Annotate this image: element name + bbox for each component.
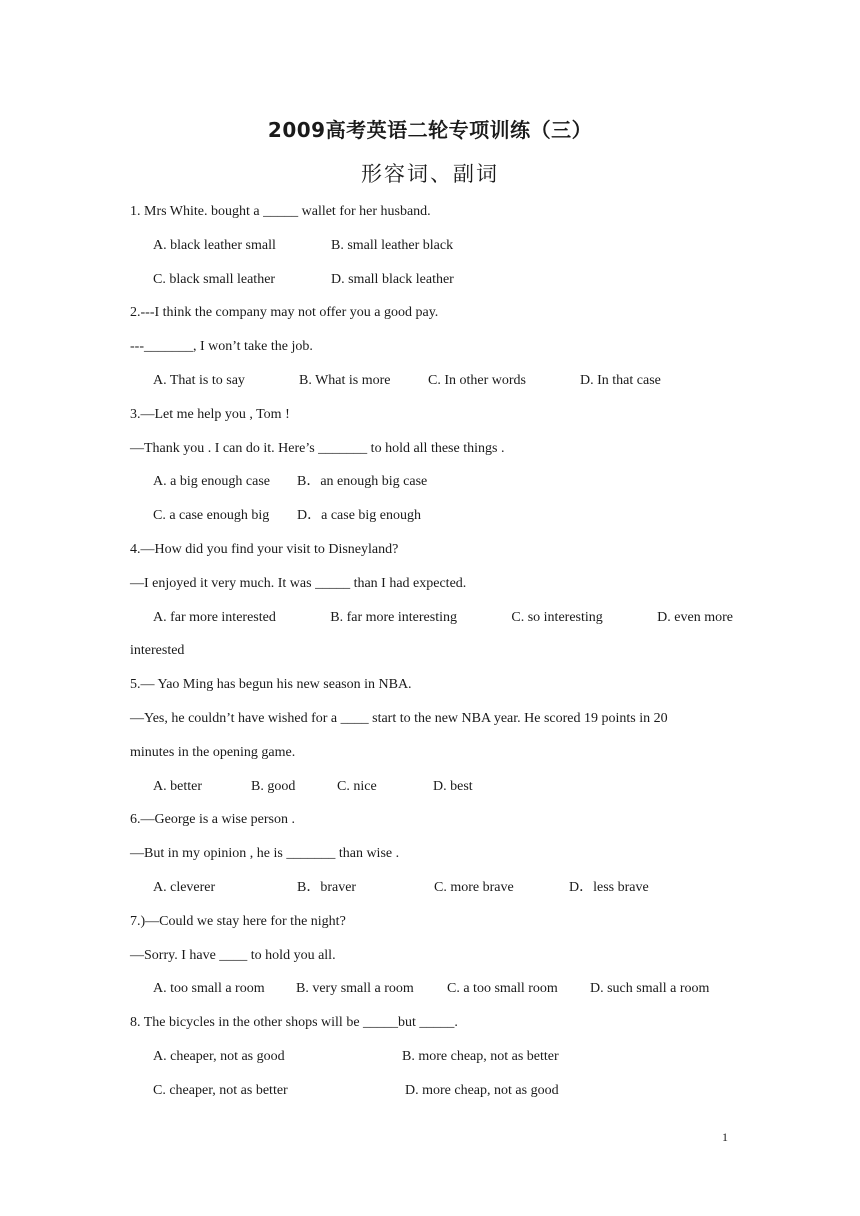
- question-4-option-d: D. even more: [657, 609, 733, 625]
- question-list: [130, 200, 733, 1113]
- question-8-option-c: C. cheaper, not as better: [153, 1082, 288, 1098]
- question-1-option-c: C. black small leather: [153, 271, 276, 287]
- page-number: 1: [722, 1130, 728, 1144]
- question-7-options-row: [130, 977, 733, 1011]
- question-6-options-row: [130, 876, 733, 910]
- question-1-option-a: A. black leather small: [153, 237, 276, 253]
- question-8-options-row-1: [130, 1045, 733, 1079]
- question-5-option-a: A. better: [153, 778, 202, 794]
- question-5-option-d: D. best: [433, 778, 473, 794]
- question-4-line-2: —I enjoyed it very much. It was _____ than I had expected.: [130, 575, 467, 591]
- question-7-option-d: D. such small a room: [590, 981, 710, 997]
- question-3-options-row-1: [130, 470, 733, 504]
- question-7-line-2: —Sorry. I have ____ to hold you all.: [130, 947, 336, 963]
- question-5-line-1: 5.— Yao Ming has begun his new season in NBA.: [130, 677, 412, 693]
- question-8-option-a: A. cheaper, not as good: [153, 1048, 285, 1064]
- question-2-option-c: C. In other words: [428, 372, 526, 388]
- question-4-option-a: A. far more interested: [153, 609, 276, 625]
- question-8-options-row-2: [130, 1079, 733, 1113]
- question-1-option-b: B. small leather black: [331, 237, 454, 253]
- question-5-line-3: minutes in the opening game.: [130, 744, 296, 760]
- question-1-option-d: D. small black leather: [331, 271, 454, 287]
- question-1-options-row-2: [130, 268, 733, 302]
- question-6-option-d: D．less brave: [569, 879, 649, 895]
- question-1-stem: 1. Mrs White. bought a _____ wallet for her husband.: [130, 204, 431, 219]
- document-subtitle: 形容词、副词: [361, 162, 499, 186]
- question-3-line-2: —Thank you . I can do it. Here’s _______ to hold all these things .: [130, 440, 505, 456]
- question-8-option-b: B. more cheap, not as better: [402, 1048, 559, 1064]
- question-3-options-row-2: [130, 504, 733, 538]
- question-3-option-c: C. a case enough big: [153, 508, 270, 524]
- question-6-option-b: B．braver: [297, 879, 357, 895]
- question-4-option-b: B. far more interesting: [330, 609, 457, 625]
- question-3-option-a: A. a big enough case: [153, 474, 271, 490]
- question-4-line-1: 4.—How did you find your visit to Disneyland?: [130, 541, 399, 557]
- question-2-option-a: A. That is to say: [153, 372, 245, 388]
- question-3-option-d: D．a case big enough: [297, 508, 422, 524]
- question-1-options-row-1: [130, 234, 733, 268]
- question-7-line-1: 7.)—Could we stay here for the night?: [130, 913, 346, 929]
- question-5-line-2: —Yes, he couldn’t have wished for a ____ start to the new NBA year. He scored 19 points in 20: [130, 710, 668, 726]
- question-8-stem: 8. The bicycles in the other shops will be _____but _____.: [130, 1015, 458, 1031]
- question-4-option-d-continued: interested: [130, 643, 185, 659]
- question-7-option-a: A. too small a room: [153, 981, 265, 997]
- question-3-line-1: 3.—Let me help you , Tom !: [130, 406, 290, 422]
- question-6-option-c: C. more brave: [434, 879, 514, 895]
- document-title: 2009高考英语二轮专项训练（三）: [267, 118, 593, 142]
- question-8-option-d: D. more cheap, not as good: [405, 1082, 559, 1098]
- question-5-option-c: C. nice: [337, 778, 377, 794]
- question-6-line-2: —But in my opinion , he is _______ than wise .: [130, 846, 400, 862]
- question-3-option-b: B．an enough big case: [297, 474, 428, 490]
- question-4-options-row: [130, 606, 733, 640]
- question-7-option-c: C. a too small room: [447, 981, 558, 997]
- question-4-option-c: C. so interesting: [511, 609, 603, 625]
- question-5-option-b: B. good: [251, 778, 296, 794]
- question-2-line-2: ---_______, I won’t take the job.: [130, 339, 313, 355]
- question-7-option-b: B. very small a room: [296, 981, 414, 997]
- question-2-options-row: [130, 369, 733, 403]
- question-6-line-1: 6.—George is a wise person .: [130, 812, 295, 828]
- question-2-option-b: B. What is more: [299, 372, 391, 388]
- question-2-line-1: 2.---I think the company may not offer you a good pay.: [130, 305, 439, 321]
- question-6-option-a: A. cleverer: [153, 879, 216, 895]
- question-2-option-d: D. In that case: [580, 372, 661, 388]
- question-5-options-row: [130, 775, 733, 809]
